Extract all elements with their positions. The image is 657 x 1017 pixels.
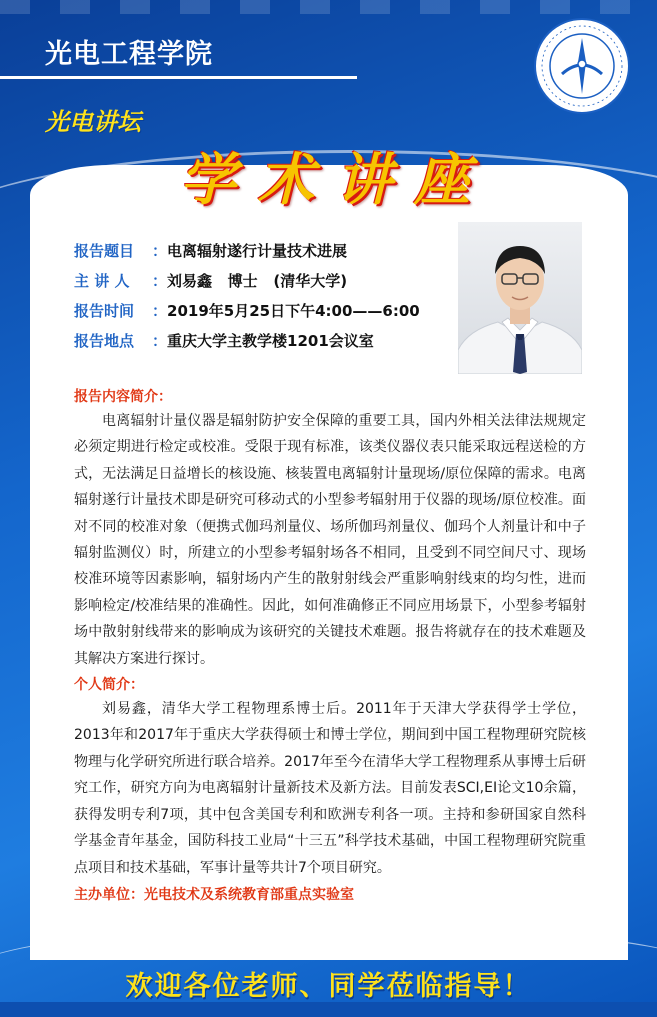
info-value: 电离辐射遂行计量技术进展 xyxy=(167,242,348,260)
info-row-speaker: 主 讲 人 ：刘易鑫 博士 (清华大学) xyxy=(74,266,454,296)
speaker-portrait xyxy=(458,222,582,374)
info-row-title: 报告题目 ：电离辐射遂行计量技术进展 xyxy=(74,236,454,266)
info-row-time: 报告时间 ：2019年5月25日下午4:00——6:00 xyxy=(74,296,454,326)
college-name: 光电工程学院 xyxy=(45,39,213,70)
info-label: 报告题目 xyxy=(74,242,135,260)
info-label: 报告地点 xyxy=(74,332,135,350)
lecture-headline: 学术讲座 xyxy=(180,147,492,213)
bio-text: 刘易鑫，清华大学工程物理系博士后。2011年于天津大学获得学士学位，2013年和2017年于重庆大学获得硕士和博士学位，期间到中国工程物理研究院核物理与化学研究所进行联合培养。2017年至今在清华大学工程物理系从事博士后研究工作，研究方向为电离辐射计量新技术及新方法。目前发表SCI,EI论文10余篇，获得发明专利7项，其中包含美国专利和欧洲专利各一项。主持和参研国家自然科学基金青年基金，国防科技工业局“十三五”科学技术基础，中国工程物理研究院重点项目和技术基础，军事计量等共计7个项目研究。 xyxy=(74,701,586,876)
lecture-content xyxy=(74,386,586,907)
abstract-title: 报告内容简介： xyxy=(74,389,172,405)
info-value: 2019年5月25日下午4:00——6:00 xyxy=(167,302,420,320)
info-value: 刘易鑫 博士 (清华大学) xyxy=(167,272,348,290)
info-label: 报告时间 xyxy=(74,302,135,320)
host-label: 主办单位： xyxy=(74,886,144,903)
host-organization xyxy=(74,883,586,907)
bio-title: 个人简介： xyxy=(74,677,144,694)
header-divider xyxy=(0,76,357,79)
info-value: 重庆大学主教学楼1201会议室 xyxy=(167,332,374,350)
info-row-location: 报告地点 ：重庆大学主教学楼1201会议室 xyxy=(74,326,454,356)
abstract-text: 电离辐射计量仪器是辐射防护安全保障的重要工具，国内外相关法律法规规定必须定期进行检定或校准。受限于现有标准，该类仪器仪表只能采取远程送检的方式，无法满足日益增长的核设施、核装置电离辐射计量现场/原位保障的需求。电离辐射遂行计量技术即是研究可移动式的小型参考辐射用于仪器的现场/原位校准。面对不同的校准对象（便携式伽玛剂量仪、场所伽玛剂量仪、伽玛个人剂量计和中子辐射监测仪）时，所建立的小型参考辐射场各不相同，且受到不同空间尺寸、现场校准环境等因素影响，辐射场内产生的散射射线会严重影响射线束的均匀性，进而影响检定/校准结果的准确性。因此，如何准确修正不同应用场景下，小型参考辐射场中散射射线带来的影响成为该研究的关键技术难题。报告将就存在的技术难题及其解决方案进行探讨。 xyxy=(74,413,586,667)
forum-title: 光电讲坛 xyxy=(45,108,141,136)
welcome-banner: 欢迎各位老师、同学莅临指导！ xyxy=(125,971,532,1002)
info-label: 主 讲 人 xyxy=(74,272,130,290)
top-decoration xyxy=(0,0,657,14)
university-emblem-icon xyxy=(532,16,632,116)
host-value: 光电技术及系统教育部重点实验室 xyxy=(144,886,354,903)
lecture-info xyxy=(74,236,454,356)
